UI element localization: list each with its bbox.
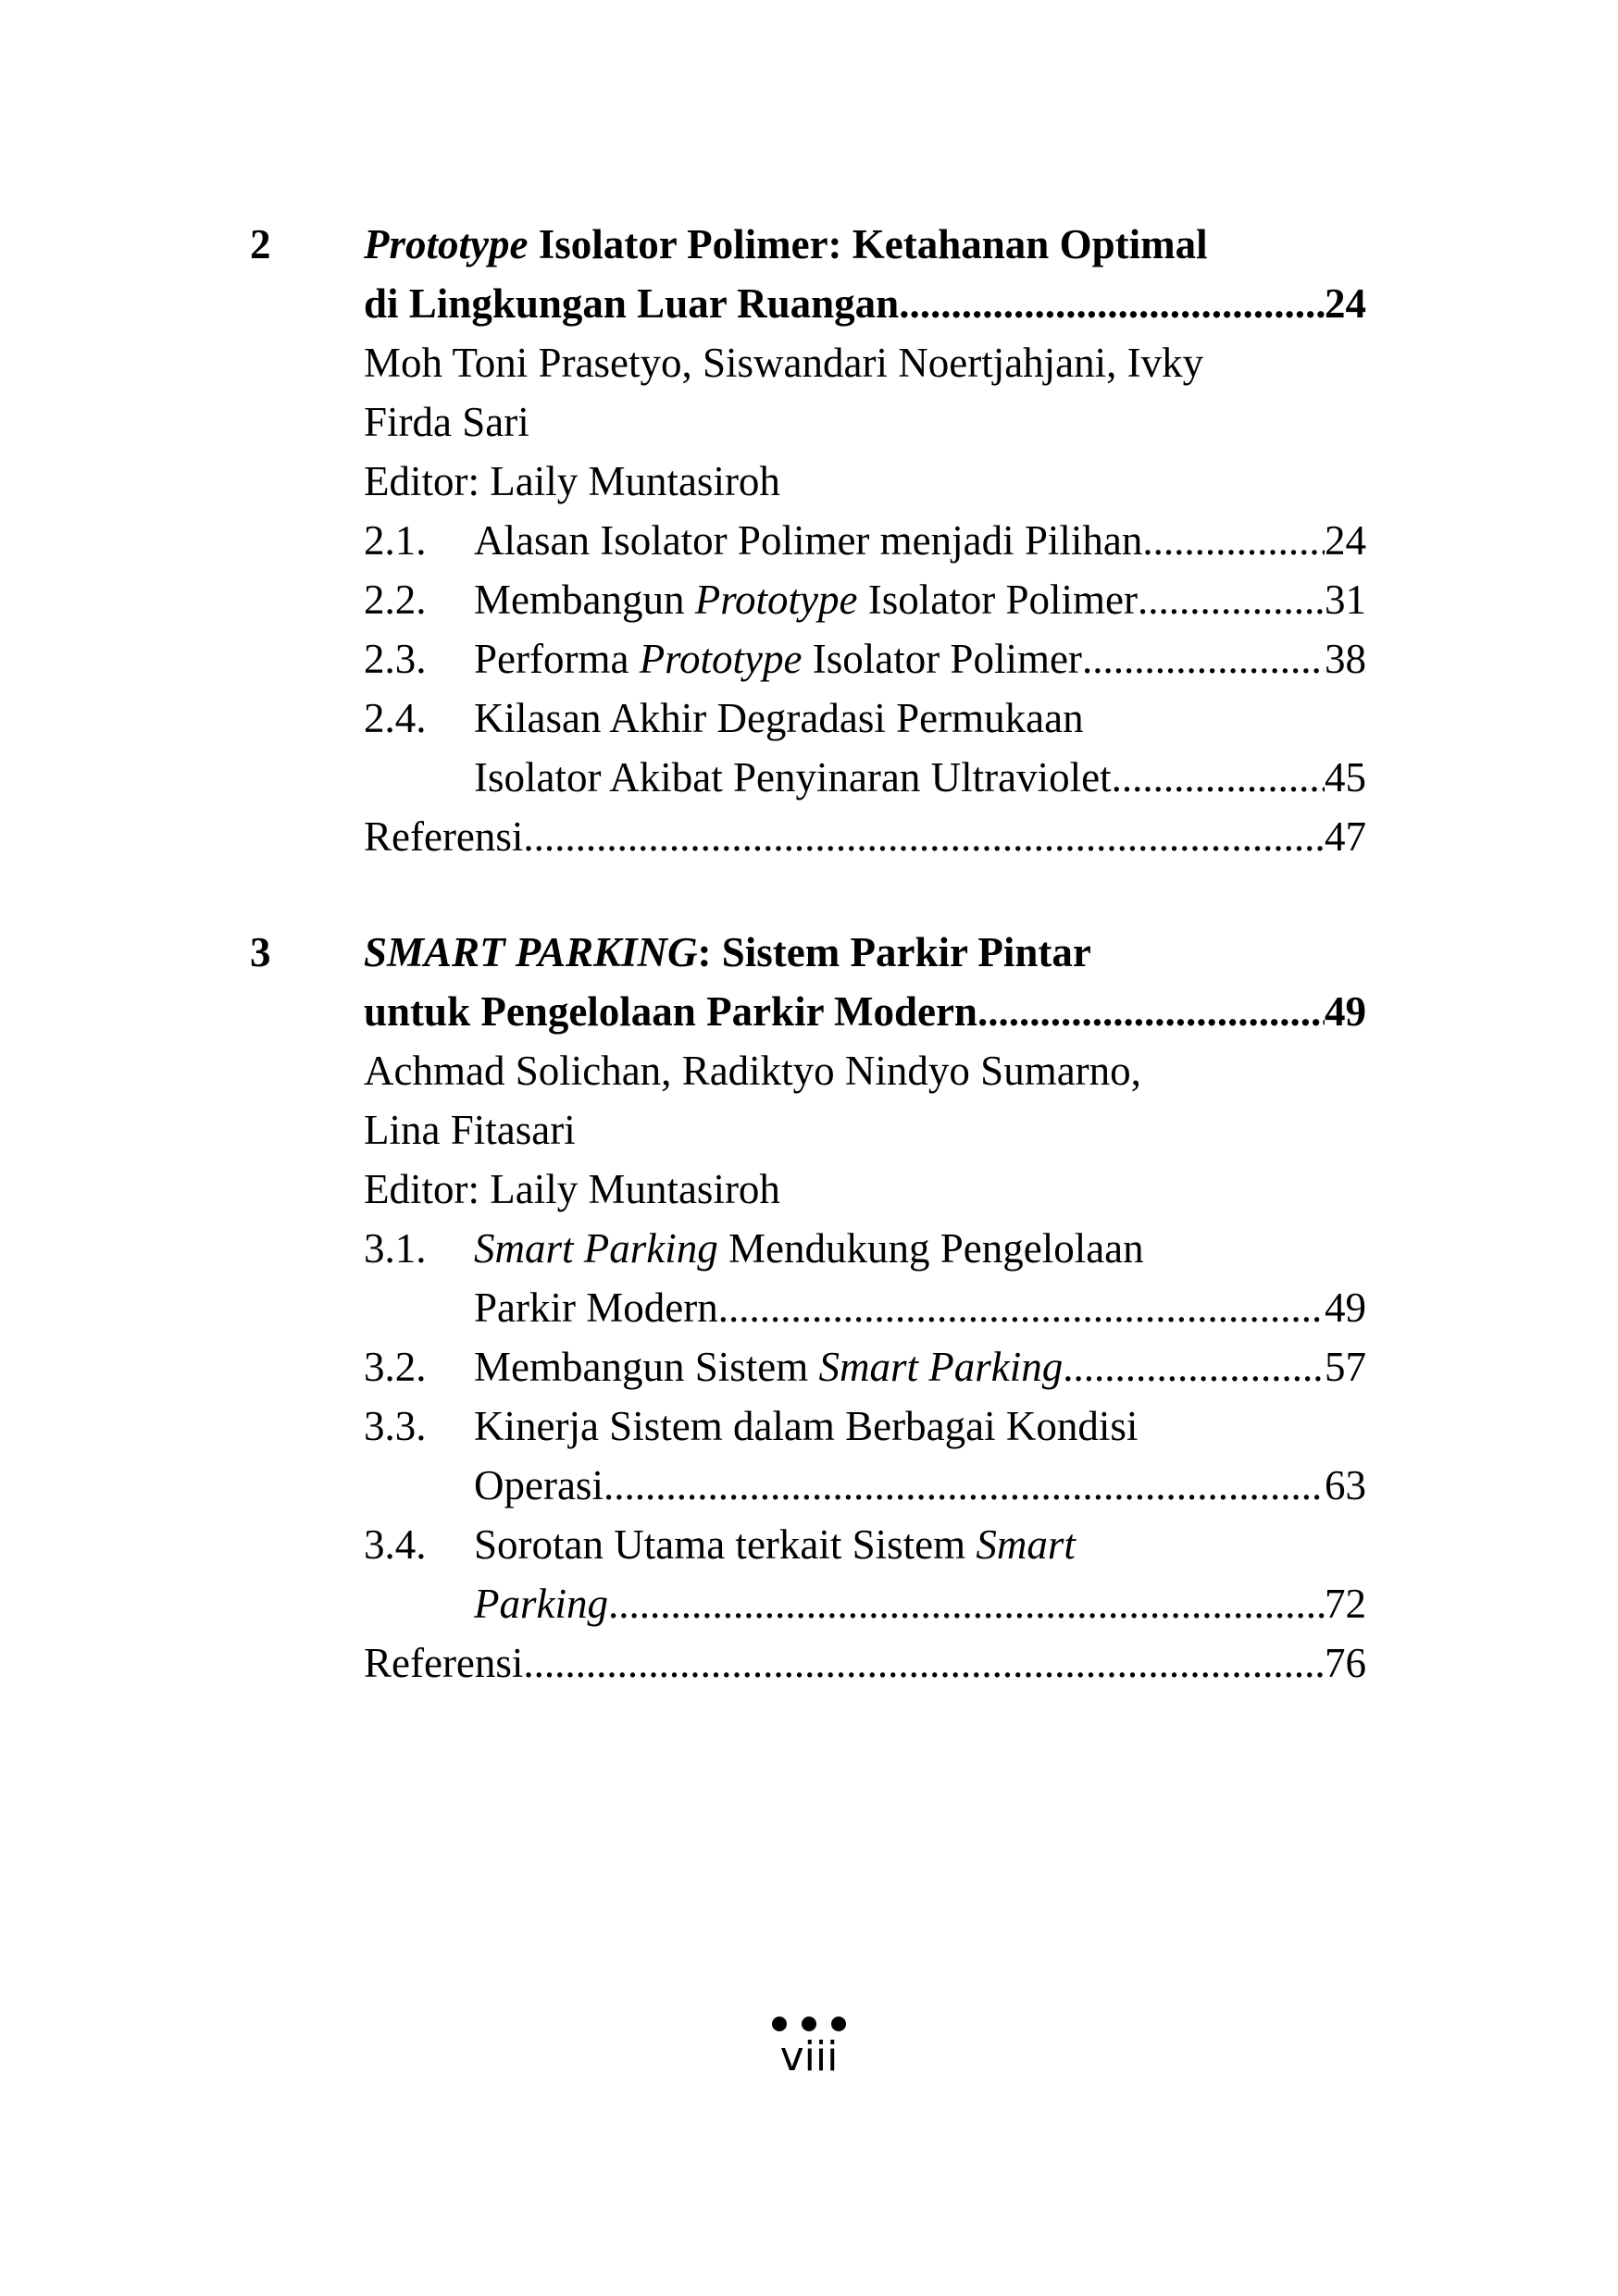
dot-leader — [1082, 629, 1325, 689]
section-number: 2.3. — [364, 636, 427, 682]
section-title-line1[interactable]: Smart Parking Mendukung Pengelolaan — [474, 1225, 1144, 1272]
section-number: 3.1. — [364, 1225, 427, 1272]
section-number: 2.2. — [364, 577, 427, 623]
chapter-title-line2[interactable] — [364, 274, 1366, 333]
section-entry[interactable] — [474, 1574, 1366, 1633]
page-folio: viii — [779, 2033, 839, 2080]
section-page-number: 49 — [1325, 1285, 1366, 1331]
section-title: Performa Prototype Isolator Polimer — [474, 636, 1082, 682]
references-label: Referensi — [364, 813, 524, 860]
section-entry[interactable] — [474, 1456, 1366, 1515]
dot-leader — [899, 274, 1325, 333]
section-entry[interactable] — [474, 511, 1366, 570]
section-page-number: 31 — [1325, 577, 1366, 623]
section-title-line2: Parkir Modern — [474, 1285, 718, 1331]
dot-leader — [977, 982, 1325, 1041]
dot-leader — [718, 1278, 1325, 1337]
section-page-number: 57 — [1325, 1344, 1366, 1390]
section-page-number: 45 — [1325, 754, 1366, 800]
section-title-line1[interactable]: Kinerja Sistem dalam Berbagai Kondisi — [474, 1403, 1139, 1449]
section-number: 3.3. — [364, 1403, 427, 1449]
chapter-page-number: 24 — [1325, 280, 1366, 327]
section-entry[interactable] — [474, 1278, 1366, 1337]
section-entry[interactable] — [474, 570, 1366, 629]
chapter-title-italic: Prototype — [364, 221, 529, 267]
section-page-number: 24 — [1325, 517, 1366, 564]
chapter-number: 2 — [250, 221, 271, 267]
dot-leader — [604, 1456, 1325, 1515]
chapter-editor: Editor: Laily Muntasiroh — [364, 1166, 780, 1212]
section-number: 3.4. — [364, 1521, 427, 1568]
section-page-number: 63 — [1325, 1462, 1366, 1508]
section-title: Membangun Sistem Smart Parking — [474, 1344, 1064, 1390]
chapter-number: 3 — [250, 929, 271, 975]
chapter-title-line1[interactable] — [364, 923, 1091, 982]
chapter-authors-line2: Firda Sari — [364, 399, 529, 445]
chapter-authors-line1: Moh Toni Prasetyo, Siswandari Noertjahjani, Ivky — [364, 340, 1204, 386]
dot-leader — [1138, 570, 1325, 629]
chapter-title-rest: : Sistem Parkir Pintar — [697, 929, 1091, 975]
chapter-title-line2-text: untuk Pengelolaan Parkir Modern — [364, 988, 977, 1035]
section-entry[interactable] — [474, 1337, 1366, 1396]
section-title-line2: Isolator Akibat Penyinaran Ultraviolet — [474, 754, 1112, 800]
chapter-title-line2-text: di Lingkungan Luar Ruangan — [364, 280, 900, 327]
section-entry[interactable] — [474, 748, 1366, 807]
section-number: 2.4. — [364, 695, 427, 741]
chapter-title-rest: Isolator Polimer: Ketahanan Optimal — [528, 221, 1208, 267]
references-label: Referensi — [364, 1640, 524, 1686]
chapter-authors-line2: Lina Fitasari — [364, 1107, 576, 1153]
dot-leader — [1063, 1337, 1325, 1396]
section-title-line2: Parking — [474, 1581, 608, 1627]
chapter-title-line1[interactable] — [364, 215, 1208, 274]
chapter-page-number: 49 — [1325, 988, 1366, 1035]
dot-leader — [1112, 748, 1325, 807]
section-title: Membangun Prototype Isolator Polimer — [474, 577, 1138, 623]
dot-leader — [523, 1633, 1325, 1693]
section-page-number: 72 — [1325, 1581, 1366, 1627]
dot-leader — [608, 1574, 1325, 1633]
section-entry[interactable] — [474, 629, 1366, 689]
section-title-line2: Operasi — [474, 1462, 604, 1508]
references-page-number: 47 — [1325, 813, 1366, 860]
section-number: 2.1. — [364, 517, 427, 564]
section-page-number: 38 — [1325, 636, 1366, 682]
section-title: Alasan Isolator Polimer menjadi Pilihan — [474, 517, 1143, 564]
section-title-line1[interactable]: Kilasan Akhir Degradasi Permukaan — [474, 695, 1084, 741]
chapter-title-line2[interactable] — [364, 982, 1366, 1041]
section-number: 3.2. — [364, 1344, 427, 1390]
references-page-number: 76 — [1325, 1640, 1366, 1686]
dot-leader — [523, 807, 1325, 866]
references-entry[interactable] — [364, 1633, 1366, 1693]
dot-leader — [1142, 511, 1325, 570]
references-entry[interactable] — [364, 807, 1366, 866]
chapter-editor: Editor: Laily Muntasiroh — [364, 458, 780, 504]
chapter-title-italic: SMART PARKING — [364, 929, 698, 975]
chapter-authors-line1: Achmad Solichan, Radiktyo Nindyo Sumarno, — [364, 1048, 1141, 1094]
section-title-line1[interactable]: Sorotan Utama terkait Sistem Smart — [474, 1521, 1076, 1568]
